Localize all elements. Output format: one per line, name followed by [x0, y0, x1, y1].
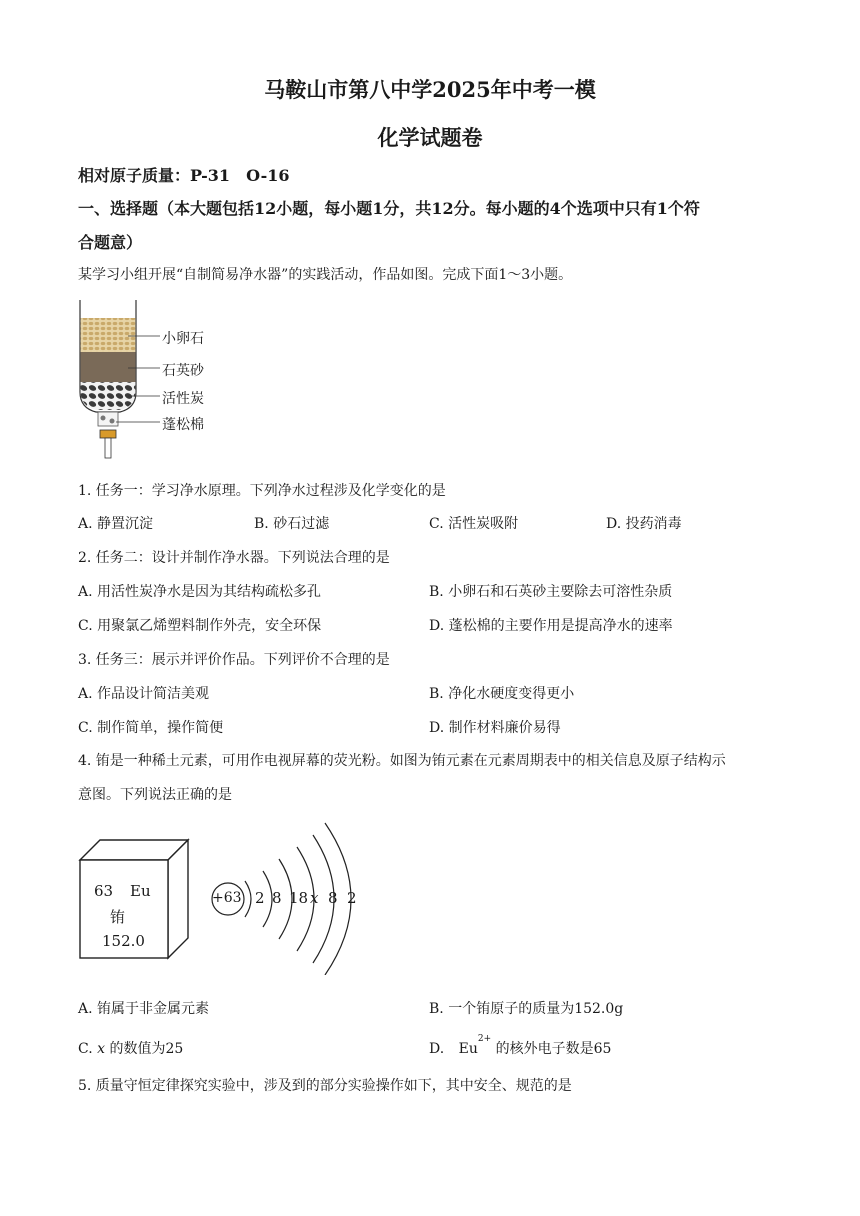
question-3-stem: 3. 任务三：展示并评价作品。下列评价不合理的是	[78, 652, 390, 668]
label-quartz-sand: 石英砂	[162, 363, 204, 379]
shell-3-electrons: 18	[289, 889, 309, 907]
label-activated-carbon: 活性炭	[162, 391, 204, 407]
water-filter-diagram	[70, 296, 180, 466]
nucleus-charge: +63	[212, 890, 242, 906]
label-pebble: 小卵石	[162, 331, 204, 347]
shell-4-electrons: x	[310, 889, 319, 907]
question-2-option-a: A. 用活性炭净水是因为其结构疏松多孔	[78, 584, 322, 600]
question-4-option-b: B. 一个铕原子的质量为152.0g	[429, 1001, 624, 1017]
element-symbol: Eu	[130, 882, 151, 900]
intro-text: 某学习小组开展“自制简易净水器”的实践活动，作品如图。完成下面1～3小题。	[78, 267, 573, 283]
question-5-stem: 5. 质量守恒定律探究实验中，涉及到的部分实验操作如下，其中安全、规范的是	[78, 1078, 572, 1094]
element-name: 铕	[110, 908, 126, 926]
atomic-mass-line: 相对原子质量：P-31 O-16	[78, 166, 290, 185]
question-4-option-c: C. x 的数值为25	[78, 1041, 184, 1057]
question-2-option-c: C. 用聚氯乙烯塑料制作外壳，安全环保	[78, 618, 322, 634]
question-2-option-b: B. 小卵石和石英砂主要除去可溶性杂质	[429, 584, 673, 600]
question-2-stem: 2. 任务二：设计并制作净水器。下列说法合理的是	[78, 550, 390, 566]
question-1-option-c: C. 活性炭吸附	[429, 516, 519, 532]
question-1-option-b: B. 砂石过滤	[254, 516, 330, 532]
exam-title: 马鞍山市第八中学2025年中考一模	[264, 77, 596, 102]
element-atomic-mass: 152.0	[102, 932, 145, 950]
shell-6-electrons: 2	[347, 889, 357, 907]
pebble-layer	[81, 318, 136, 352]
question-3-option-c: C. 制作简单，操作简便	[78, 720, 224, 736]
section-heading-line2: 合题意）	[78, 233, 143, 252]
exam-subtitle: 化学试题卷	[377, 125, 483, 150]
section-heading-line1: 一、选择题（本大题包括12小题，每小题1分，共12分。每小题的4个选项中只有1个符	[78, 199, 700, 218]
question-1-stem: 1. 任务一：学习净水原理。下列净水过程涉及化学变化的是	[78, 483, 446, 499]
question-1-option-a: A. 静置沉淀	[78, 516, 154, 532]
question-4-stem-line1: 4. 铕是一种稀土元素，可用作电视屏幕的荧光粉。如图为铕元素在元素周期表中的相关信息及原子结构示	[78, 753, 726, 769]
question-4-option-a: A. 铕属于非金属元素	[78, 1001, 210, 1017]
question-3-option-a: A. 作品设计简洁美观	[78, 686, 210, 702]
element-atomic-number: 63	[94, 882, 114, 900]
valve	[100, 430, 116, 438]
question-1-option-d: D. 投药消毒	[606, 516, 682, 532]
activated-carbon-layer	[81, 382, 136, 410]
question-2-option-d: D. 蓬松棉的主要作用是提高净水的速率	[429, 618, 673, 634]
shell-5-electrons: 8	[328, 889, 338, 907]
question-3-option-b: B. 净化水硬度变得更小	[429, 686, 575, 702]
question-4-option-d: D. $Eu^{2+}$ 的核外电子数是65	[429, 1034, 612, 1057]
question-3-option-d: D. 制作材料廉价易得	[429, 720, 561, 736]
quartz-sand-layer	[81, 352, 136, 382]
shell-2-electrons: 8	[272, 889, 282, 907]
shell-1-electrons: 2	[255, 889, 265, 907]
label-cotton: 蓬松棉	[162, 417, 204, 433]
question-4-stem-line2: 意图。下列说法正确的是	[78, 787, 232, 803]
